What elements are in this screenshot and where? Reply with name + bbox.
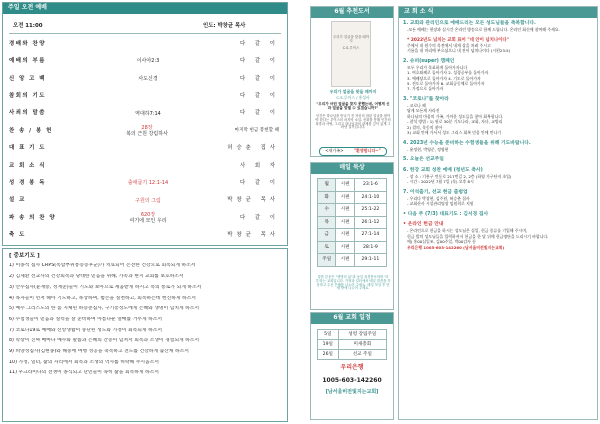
news-item xyxy=(403,157,595,163)
worship-item-detail xyxy=(69,212,227,224)
news-item-line: - 온라인으로 헌금을 하시는 성도님은 십일, 헌금 종류를 기입해 주시며, xyxy=(407,228,528,234)
worship-item-leader: 다 같 이 xyxy=(239,58,279,65)
news-item-line: - 교회산사 시설관리팀장 임원희로 지원 xyxy=(407,201,474,207)
book-cover-title: 우리가 얼굴을 맞을 때까지 xyxy=(333,35,369,43)
news-item-line: 우리은행 1005-603-142260 (남서울비전빛지는교회) xyxy=(407,244,505,250)
bible-note: 말씀 본문은 "생명의 삶"과 동일 성경통독하며 '하루'라는 교회입니다. 가정과 일터에서 매일 말씀을 묵상하고 주신 은혜를 나누어 주세요. 매일 묵상 후 단체 방에 나누어 주세요. xyxy=(315,275,391,291)
divider xyxy=(9,33,281,34)
book-quote: "우리가 어떤 얼굴을 찾지 못했는데, 어떻게 신과 얼굴을 맞댈 수 있겠습니까?" xyxy=(316,102,390,111)
bible-passage: 24:1-10 xyxy=(354,191,386,204)
news-item-title: 2. 슈퍼(super) 캠페인 xyxy=(403,58,455,64)
bible-book: 시편 xyxy=(336,179,354,192)
bible-table xyxy=(317,178,387,267)
worship-item-leader: 다 같 이 xyxy=(239,93,279,100)
schedule-row xyxy=(318,330,387,340)
bible-day: 주일 xyxy=(318,254,336,267)
worship-item xyxy=(9,37,279,51)
news-item-line: -모든 예배는 현장과 실시간 온라인 방송으로 함께 드립니다. 온라인 회신에 참여해 주세요. xyxy=(407,27,560,33)
worship-item-detail xyxy=(69,125,225,137)
news-header: 교 회 소 식 xyxy=(399,7,597,18)
bible-book: 시편 xyxy=(336,254,354,267)
news-item-line: 3. 예배당으로 돌아가자 4. 기도로 돌아가자 xyxy=(407,75,481,81)
bible-passage: 25:1-22 xyxy=(354,204,386,217)
news-item-line: 예) 홍00십일조, 김00주일, 박00감사 등 xyxy=(407,239,476,245)
worship-item-leader: 마지막 헌금 봉헌할 때 xyxy=(234,128,279,134)
worship-item-leader: 박창균 목사 xyxy=(227,232,279,239)
bible-book: 시편 xyxy=(336,241,354,254)
worship-item-detail-main: 28장 xyxy=(141,125,153,131)
prayer-item: 10) 가정, 일터, 삶의 자리에서 회복과 소생의 역사를 허락해 주시옵소서 xyxy=(9,359,159,365)
worship-item-detail-main: 620장 xyxy=(140,212,156,218)
news-item-line: 7. 가정으로 돌아가자 xyxy=(407,86,444,92)
news-item-title: • 다음 주 (7/3) 대표기도 : 김서경 집사 xyxy=(403,211,489,217)
worship-panel xyxy=(2,2,288,246)
news-item-line: - 우리다 박창현, 김주원, 허승춘 집사 xyxy=(407,195,470,201)
bible-day: 화 xyxy=(318,191,336,204)
news-item xyxy=(403,141,595,153)
news-item xyxy=(403,190,595,207)
schedule-row xyxy=(318,350,387,360)
news-item-title: 7. 이석출기, 선교 현금 출범업 xyxy=(403,189,468,195)
worship-item-detail xyxy=(69,76,227,82)
news-item-line: - 참석 방법 : 1) 원로 30분 기도나라, 교회, 자녀, 교방리 xyxy=(407,119,503,125)
bible-row xyxy=(318,241,387,254)
bible-book: 시편 xyxy=(336,216,354,229)
news-item-line: 주께서 내 원수의 목전에서 내게 상을 차려 주시고 xyxy=(407,42,491,48)
worship-item-detail-main: 이사야2:3 xyxy=(136,58,160,65)
news-item xyxy=(403,222,595,250)
worship-item-label: 축 도 xyxy=(9,232,26,239)
news-item-line: - 장 소 : 기흥구 언동로 217번길 2, 2층 (하영 가구단지 초입) xyxy=(407,173,512,179)
book-panel xyxy=(310,6,394,157)
schedule-panel xyxy=(310,312,394,420)
bank-name: 우리은행 xyxy=(340,364,364,371)
news-item-line: - 코로나 해 xyxy=(407,102,426,108)
worship-item-leader: 다 같 이 xyxy=(239,180,279,187)
news-item-line: 5. 전도로 돌아가자 6. 교회공동체로 돌아가자 xyxy=(407,81,485,86)
bank-account: 1005-603-142260 xyxy=(322,376,382,384)
bible-book: 시편 xyxy=(336,229,354,242)
worship-item xyxy=(9,228,279,242)
worship-item xyxy=(9,176,279,190)
worship-item xyxy=(9,107,279,121)
book-publisher: C.S.루이스 / 홍성사 xyxy=(336,95,370,100)
worship-item xyxy=(9,159,279,173)
worship-item-detail-main: 출애굽기 12:1-14 xyxy=(127,180,169,187)
news-item-title: 5. 오늘은 선교주일 xyxy=(403,157,444,163)
worship-item-label: 경배와 찬양 xyxy=(9,40,46,47)
bible-row xyxy=(318,191,387,204)
worship-item-detail-main: 역대하7:14 xyxy=(135,110,161,117)
worship-item-detail-sub: 여기에 모인 우리 xyxy=(129,218,167,224)
schedule-event: 선교 주일 xyxy=(338,350,386,360)
schedule-date: 26일 xyxy=(318,350,339,360)
worship-item-detail xyxy=(69,58,227,64)
worship-item-detail-main: 사도신경 xyxy=(138,75,158,82)
worship-item-leader: 박창균 목사 xyxy=(227,197,279,204)
news-item-title: 4. 2023년 수능을 준비하는 수험생들을 위해 기도바랍니다. xyxy=(403,140,531,146)
worship-time: 오전 11:00 xyxy=(13,23,43,29)
worship-item-leader: 다 같 이 xyxy=(239,40,279,47)
worship-item-label: 사죄의 말씀 xyxy=(9,110,46,117)
welcome-text: "환영합니다~" xyxy=(353,148,381,154)
news-item xyxy=(403,21,595,33)
worship-item-leader: 사 회 자 xyxy=(239,162,279,169)
worship-item-label: 교 회 소 식 xyxy=(9,162,46,169)
worship-item-label: 참회의 기도 xyxy=(9,93,46,100)
news-item xyxy=(403,38,595,54)
bible-book: 시편 xyxy=(336,204,354,217)
news-item-line: - 윤정현, 박영준, 정영현 xyxy=(407,146,449,152)
bible-row xyxy=(318,229,387,242)
worship-item xyxy=(9,72,279,86)
prayer-item: 6) 수험생들이 믿음과 실력을 잘 준비하여 아름다운 열매를 거두게 하소서 xyxy=(9,316,163,322)
news-list xyxy=(403,21,595,255)
worship-item-detail-sub: 복의 근원 강림하사 xyxy=(126,131,168,137)
worship-item-label: 설 교 xyxy=(9,197,26,204)
bible-row xyxy=(318,204,387,217)
prayer-item: 5) 예수 그리스도의 한 몸 지체된 하승춘집사, 구기봉성도에게 은혜와 생명이 넘치게 하소서 xyxy=(9,306,200,312)
worship-item-label: 예배의 부름 xyxy=(9,58,46,65)
bible-passage: 29:1-11 xyxy=(354,254,386,267)
prayer-list xyxy=(9,263,281,376)
bible-day: 금 xyxy=(318,229,336,242)
bible-day: 토 xyxy=(318,241,336,254)
worship-item-detail xyxy=(69,198,227,204)
worship-item xyxy=(9,194,279,208)
new-family-label: <새가족> xyxy=(325,148,344,154)
news-item-line: * 2022년도 넘치는 교회 표어 "네 안이 넘치나이다" xyxy=(407,37,509,43)
worship-header: 주일 오전 예배 xyxy=(3,3,287,14)
bible-passage: 27:1-14 xyxy=(354,229,386,242)
news-item-title: • 온라인 헌금 안내 xyxy=(403,222,444,228)
worship-item-detail-main: 구원의 그림 xyxy=(135,197,161,204)
prayer-header: [ 중보기도 ] xyxy=(9,253,40,259)
book-desc: 인간은 하나님을 만나기 전 자신의 참된 얼굴을 찾아야 한다는 루이스의 마지막 소설. 신화를 통해 인간의 욕망과 사랑, 그리고 하나님과의 관계를 깊이 있게 그려낸 걸작입니다. xyxy=(315,114,391,130)
schedule-event: 성령 강림주일 xyxy=(338,330,386,340)
worship-item xyxy=(9,211,279,225)
worship-item-leader: 다 같 이 xyxy=(239,214,279,221)
news-item-title: 6. 한강 교회 성찬 예배 (청년도 축사) xyxy=(403,167,483,173)
schedule-date: 19일 xyxy=(318,340,339,350)
news-item-line: 헌금 발의 성도님들을 입력하셔서 헌금을 한 달 뒤에 헌금명단을 드리시기 바랍니다. xyxy=(407,233,549,239)
news-item-line: 3) 교회 안에 가서서 성도 그리스 회복 믿음 안에 만나기 xyxy=(407,130,502,136)
worship-item xyxy=(9,124,279,138)
prayer-item: 3) 안수집사(윤재송, 정재준)들이 기도와 보아으로 세움받게 하시고 복의 통로가 되게 하소서 xyxy=(9,284,202,290)
book-caption: 우리가 얼굴을 맞을 때까지 xyxy=(329,89,377,94)
worship-item-leader: 다 같 이 xyxy=(239,75,279,82)
news-item-title: 3. "코로나"를 찾아라 xyxy=(403,96,449,102)
bible-day: 월 xyxy=(318,179,336,192)
news-item-line: 1. 여호와께로 돌아가자 2. 성경공부를 돌아가자 xyxy=(407,70,489,76)
bible-row xyxy=(318,216,387,229)
schedule-event: 미새총회 xyxy=(338,340,386,350)
prayer-item: 4) 목자들이 먼저 헤아 기도하고, 목상하며, 범손을 실천하고, 회복하는데 헌신하게 하소서 xyxy=(9,295,196,301)
prayer-item: 9) 희양성집사(김현종)와 해중에 여행 성공을 축복하고 전도를 건강하게 출산케 하소서 xyxy=(9,349,189,355)
schedule-header: 6월 교회 일정 xyxy=(311,313,393,324)
bible-passage: 23:1-6 xyxy=(354,179,386,192)
worship-item-label: 성 경 봉 독 xyxy=(9,180,46,187)
news-item-line: 모두 우리가 목표하게 돌아가자니다 xyxy=(407,64,468,70)
book-header: 6월 추천도서 xyxy=(311,7,393,18)
bible-day: 수 xyxy=(318,204,336,217)
bible-row xyxy=(318,179,387,192)
news-item-line: 기름을 내 머리에 부으셨으니 내 잔이 넘치나이다 (시편23:5) xyxy=(407,48,511,54)
worship-item-detail xyxy=(69,111,227,117)
worship-leader: 인도: 박창균 목사 xyxy=(203,23,246,29)
book-cover xyxy=(331,21,371,87)
news-item-title: 1. 교회와 관리인으로 예배드리는 모든 성도님들을 축복합니다. xyxy=(403,21,536,26)
news-item-line: - 시간 : 2022년 7월 7일 (목) 오후 8시 xyxy=(407,179,474,185)
prayer-item: 11) 우크라이나의 전쟁이 종식되고 난민들이 속히 삶을 회복하게 하소서 xyxy=(9,370,159,376)
bible-header: 매일 묵상 xyxy=(311,163,393,174)
prayer-item: 7) 코로나19로 예배와 신앙생활이 중단된 성도와 가정이 회복되게 하소서 xyxy=(9,327,162,333)
worship-item xyxy=(9,141,279,155)
book-cover-author: C.S.루이스 xyxy=(342,45,360,50)
bank-holder: [남서울비전빛지는교회] xyxy=(325,388,379,395)
news-item xyxy=(403,59,595,92)
prayer-item: 1) 이종석 집사 CRPS(복합부위통증증후군)가 치료되어 온전한 건강으로 회복되게 하소서 xyxy=(9,263,196,269)
bible-book: 시편 xyxy=(336,191,354,204)
prayer-item: 2) 김제환 선교사의 건강회복과 당대한 믿음을 위해, 가족과 현지 교회를 보호하소서 xyxy=(9,274,184,280)
bible-panel xyxy=(310,162,394,310)
new-family-badge xyxy=(319,147,387,156)
news-item xyxy=(403,168,595,185)
bible-passage: 26:1-12 xyxy=(354,216,386,229)
worship-item-leader: 다 같 이 xyxy=(239,110,279,117)
news-item-line: 2) 결의, 목동의 찾아 xyxy=(407,124,443,130)
bible-passage: 28:1-9 xyxy=(354,241,386,254)
bible-row xyxy=(318,254,387,267)
worship-item-label: 찬 송 / 봉 헌 xyxy=(9,127,53,134)
worship-item-detail xyxy=(69,180,227,186)
news-item-line: 답게 모든게 사라진 xyxy=(407,108,440,114)
worship-item xyxy=(9,89,279,103)
worship-item-label: 파 송 의 찬 양 xyxy=(9,214,57,221)
worship-item xyxy=(9,54,279,68)
bible-day: 목 xyxy=(318,216,336,229)
schedule-row xyxy=(318,340,387,350)
worship-item-label: 대 표 기 도 xyxy=(9,145,46,152)
worship-item-label: 신 앙 고 백 xyxy=(9,75,46,82)
schedule-date: 5일 xyxy=(318,330,339,340)
schedule-table xyxy=(317,329,387,360)
news-item-line: 하나님의 마음의 가족, 가까운 성도들을 찾아 회복합니다. xyxy=(407,113,504,119)
prayer-panel xyxy=(2,248,288,422)
prayer-item: 8) 학장이 진짜 매마다 예수와 말씀과 은혜의 간증이 넘쳐서 회복과 소생이 경험되게 하소서 xyxy=(9,338,200,344)
news-panel xyxy=(398,6,598,420)
worship-item-leader: 허승춘 집사 xyxy=(227,145,279,152)
news-item xyxy=(403,212,595,218)
news-item xyxy=(403,97,595,136)
bank-box xyxy=(311,359,393,396)
